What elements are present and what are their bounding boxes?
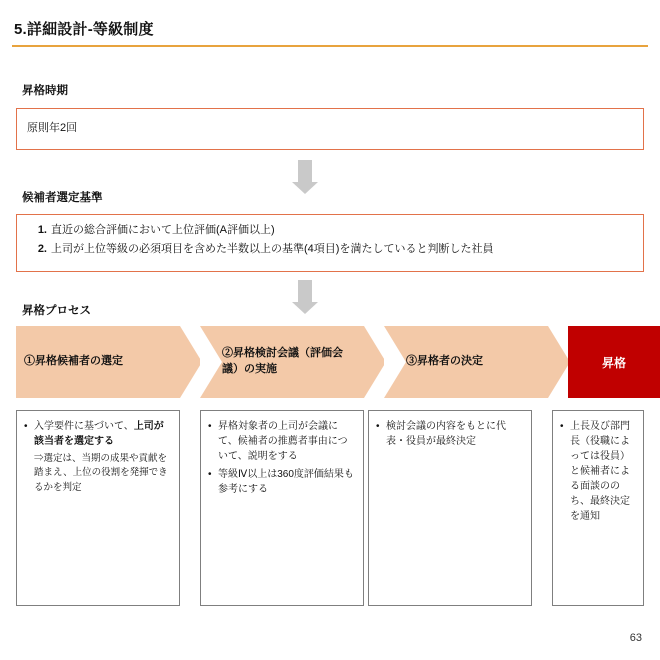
section-label-process: 昇格プロセス — [22, 305, 91, 317]
detail-box-step-1 — [16, 410, 180, 606]
detail-box-step-2 — [200, 410, 364, 606]
process-final-box — [568, 326, 660, 398]
list-item: • 昇格対象者の上司が会議にて、候補者の推薦者事由について、説明をする — [208, 419, 356, 464]
process-step-3-label: ③昇格者の決定 — [406, 355, 483, 368]
down-arrow-icon — [292, 160, 318, 194]
section-label-timing: 昇格時期 — [22, 85, 68, 97]
detail-bullets-1 — [24, 419, 172, 449]
list-item: • 等級Ⅳ以上は360度評価結果も参考にする — [208, 467, 356, 497]
section-label-criteria: 候補者選定基準 — [22, 192, 103, 204]
detail-bullets-4 — [560, 419, 636, 524]
list-item: • 検討会議の内容をもとに代表・役員が最終決定 — [376, 419, 524, 449]
detail-note-1: ⇒選定は、当期の成果や貢献を踏まえ、上位の役割を発揮できるかを判定 — [34, 453, 168, 493]
process-chevron-row — [16, 326, 644, 398]
criteria-number: 1. — [37, 224, 47, 236]
page-title: 5.詳細設計-等級制度 — [14, 21, 154, 38]
list-item: • 入学要件に基づいて、上司が該当者を選定する — [24, 419, 172, 449]
criteria-number: 2. — [37, 243, 47, 256]
criteria-list — [25, 221, 493, 260]
list-item: • 上長及び部門長（役職によっては役員）と候補者による面談ののち、最終決定を通知 — [560, 419, 636, 524]
criteria-text: 直近の総合評価において上位評価(A評価以上) — [51, 224, 275, 236]
criteria-box — [16, 214, 644, 272]
title-divider — [12, 45, 648, 47]
criteria-text: 上司が上位等級の必須項目を含めた半数以上の基準(4項目)を満たしていると判断した社員 — [51, 243, 494, 256]
detail-box-step-3 — [368, 410, 532, 606]
process-step-1-label: ①昇格候補者の選定 — [24, 355, 123, 368]
page-number: 63 — [629, 632, 642, 644]
detail-bullets-2 — [208, 419, 356, 497]
timing-box — [16, 108, 644, 150]
list-item — [37, 221, 493, 240]
process-step-1 — [16, 326, 180, 398]
process-step-2 — [200, 326, 364, 398]
list-item — [37, 240, 494, 259]
process-step-2-label: ②昇格検討会議（評価会議）の実施 — [222, 347, 343, 375]
process-final-label: 昇格 — [601, 355, 626, 370]
timing-text: 原則年2回 — [27, 122, 78, 134]
down-arrow-icon — [292, 280, 318, 314]
detail-bullets-3 — [376, 419, 524, 449]
detail-box-final — [552, 410, 644, 606]
process-step-3 — [384, 326, 548, 398]
